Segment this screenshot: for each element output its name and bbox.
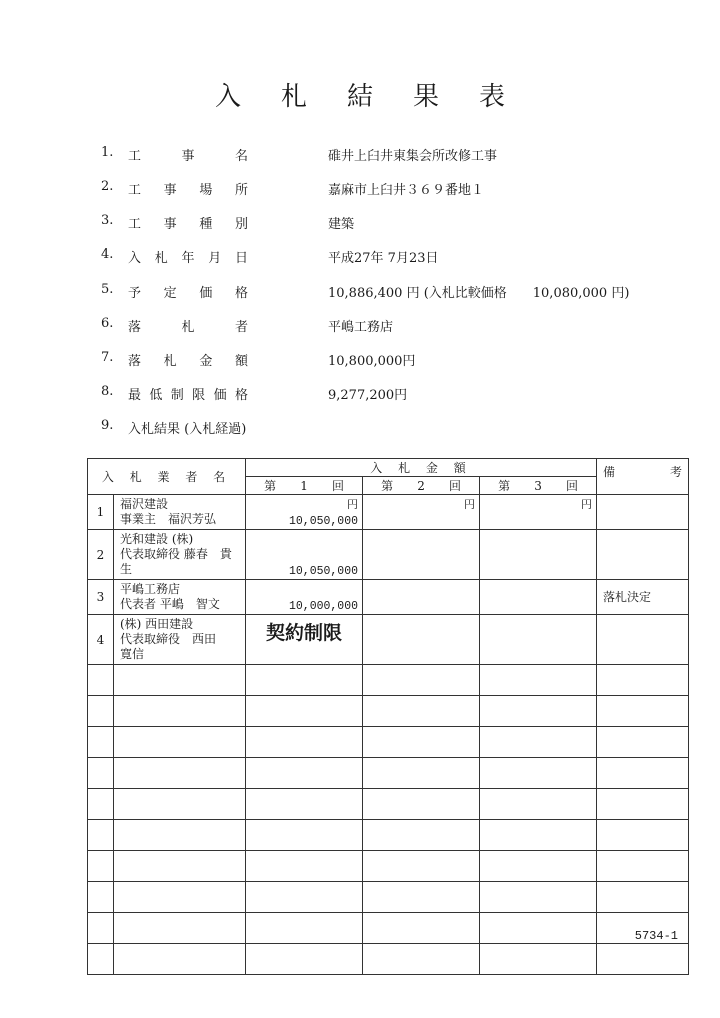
table-row (88, 530, 689, 580)
empty-cell (246, 758, 363, 789)
empty-cell (480, 913, 597, 944)
info-row (0, 282, 720, 306)
empty-cell (246, 944, 363, 975)
empty-cell (88, 665, 114, 696)
empty-cell (88, 851, 114, 882)
info-label: 工 事 場 所 (128, 183, 248, 198)
empty-cell (114, 820, 246, 851)
yen-unit: 円 (581, 498, 593, 511)
bid-amount-cell (246, 615, 363, 665)
remark-cell (597, 530, 689, 580)
info-row (0, 350, 720, 374)
info-number: 2. (101, 179, 114, 194)
info-number: 6. (101, 316, 114, 331)
info-value: 建築 (328, 217, 355, 232)
info-number: 3. (101, 213, 114, 228)
info-value: 平成27年 7月23日 (328, 251, 439, 266)
empty-cell (597, 789, 689, 820)
empty-cell (88, 820, 114, 851)
empty-cell (363, 820, 480, 851)
empty-cell (597, 758, 689, 789)
info-value: 9,277,200円 (328, 388, 408, 403)
bid-amount-cell (363, 530, 480, 580)
empty-table-row (88, 851, 689, 882)
empty-cell (88, 758, 114, 789)
bid-amount-cell (246, 495, 363, 530)
info-label: 最 低 制 限 価 格 (128, 388, 248, 403)
empty-cell (480, 665, 597, 696)
info-label: 予 定 価 格 (128, 286, 248, 301)
info-value: 平嶋工務店 (328, 320, 394, 335)
bidder-name-header: 入 札 業 者 名 (88, 459, 246, 495)
info-value: 10,886,400 円 (入札比較価格 10,080,000 円) (328, 286, 630, 301)
title-char: 表 (478, 82, 505, 112)
bid-amount-cell (363, 580, 480, 615)
empty-cell (597, 851, 689, 882)
table-row (88, 495, 689, 530)
table-row (88, 615, 689, 665)
round-1-header: 第 1 回 (246, 477, 363, 495)
bid-amount: 10,050,000 (289, 515, 359, 528)
bidder-cell (114, 615, 246, 665)
info-number: 1. (101, 145, 114, 160)
bidder-cell (114, 495, 246, 530)
empty-cell (114, 913, 246, 944)
representative-name: 代表取締役 西田 寛信 (120, 632, 229, 661)
bid-amount-cell (480, 580, 597, 615)
table-row (88, 580, 689, 615)
empty-cell (114, 665, 246, 696)
empty-cell (114, 727, 246, 758)
page-title (0, 76, 720, 113)
empty-cell (114, 696, 246, 727)
empty-table-row (88, 820, 689, 851)
empty-cell (480, 789, 597, 820)
title-char: 結 (346, 82, 373, 112)
bid-amount-cell (480, 530, 597, 580)
representative-name: 代表者 平嶋 智文 (120, 597, 220, 611)
info-row (0, 213, 720, 237)
bid-amount-cell (246, 580, 363, 615)
company-name: 光和建設 (株) (120, 532, 194, 546)
empty-table-row (88, 696, 689, 727)
empty-table-row (88, 665, 689, 696)
round-2-header: 第 2 回 (363, 477, 480, 495)
empty-cell (114, 944, 246, 975)
empty-table-row (88, 789, 689, 820)
empty-cell (480, 882, 597, 913)
empty-cell (597, 944, 689, 975)
bid-amount-header: 入 札 金 額 (246, 459, 597, 477)
empty-table-row (88, 944, 689, 975)
empty-cell (246, 851, 363, 882)
empty-cell (246, 789, 363, 820)
info-number: 5. (101, 282, 114, 297)
representative-name: 事業主 福沢芳弘 (120, 512, 217, 526)
empty-cell (597, 882, 689, 913)
empty-cell (480, 727, 597, 758)
info-row (0, 247, 720, 271)
info-label: 入札結果 (入札経過) (128, 422, 247, 437)
empty-cell (246, 882, 363, 913)
empty-cell (597, 820, 689, 851)
empty-cell (88, 882, 114, 913)
empty-table-row (88, 913, 689, 944)
empty-cell (363, 789, 480, 820)
bid-amount: 10,050,000 (289, 565, 359, 578)
bid-amount-cell (480, 495, 597, 530)
bid-amount-cell (363, 495, 480, 530)
empty-cell (480, 820, 597, 851)
info-value: 碓井上臼井東集会所改修工事 (328, 149, 498, 164)
empty-table-row (88, 727, 689, 758)
empty-table-row (88, 758, 689, 789)
info-row (0, 418, 720, 442)
empty-cell (246, 696, 363, 727)
empty-cell (597, 665, 689, 696)
empty-cell (114, 882, 246, 913)
round-3-header: 第 3 回 (480, 477, 597, 495)
empty-cell (480, 758, 597, 789)
row-number: 3 (88, 580, 114, 615)
info-number: 7. (101, 350, 114, 365)
empty-cell (246, 913, 363, 944)
info-number: 9. (101, 418, 114, 433)
remark-cell: 落札決定 (597, 580, 689, 615)
empty-cell (363, 882, 480, 913)
row-number: 4 (88, 615, 114, 665)
contract-restriction-note: 契約制限 (266, 622, 343, 644)
row-number: 1 (88, 495, 114, 530)
empty-cell (480, 696, 597, 727)
empty-cell (480, 944, 597, 975)
info-label: 落 札 金 額 (128, 354, 248, 369)
info-value: 嘉麻市上臼井３６９番地１ (328, 183, 485, 198)
empty-cell (363, 758, 480, 789)
info-row (0, 316, 720, 340)
info-value: 10,800,000円 (328, 354, 416, 369)
bid-amount-cell (480, 615, 597, 665)
title-char: 札 (280, 82, 307, 112)
info-label: 落 札 者 (128, 320, 248, 335)
yen-unit: 円 (347, 498, 359, 511)
bidder-cell (114, 530, 246, 580)
empty-cell (246, 665, 363, 696)
empty-cell (88, 727, 114, 758)
info-row (0, 179, 720, 203)
bid-amount-cell (246, 530, 363, 580)
empty-cell (597, 696, 689, 727)
info-label: 工 事 名 (128, 149, 248, 164)
empty-cell (597, 727, 689, 758)
yen-unit: 円 (464, 498, 476, 511)
empty-cell (246, 727, 363, 758)
empty-table-row (88, 882, 689, 913)
empty-cell (363, 665, 480, 696)
bid-amount-cell (363, 615, 480, 665)
title-char: 入 (214, 82, 241, 112)
empty-cell (88, 696, 114, 727)
representative-name: 代表取締役 藤春 貴生 (120, 547, 232, 576)
remark-cell (597, 615, 689, 665)
company-name: 福沢建設 (120, 497, 169, 511)
bid-results-table (87, 458, 689, 975)
info-row (0, 145, 720, 169)
remarks-header: 備 考 (597, 459, 689, 495)
row-number: 2 (88, 530, 114, 580)
info-label: 入 札 年 月 日 (128, 251, 248, 266)
empty-cell (363, 727, 480, 758)
empty-cell (88, 944, 114, 975)
empty-cell (363, 696, 480, 727)
empty-cell (88, 789, 114, 820)
remark-cell (597, 495, 689, 530)
empty-cell (480, 851, 597, 882)
empty-cell (363, 944, 480, 975)
document-number: 5734-1 (634, 929, 678, 943)
bidder-cell (114, 580, 246, 615)
empty-cell (363, 913, 480, 944)
empty-cell (88, 913, 114, 944)
bid-amount: 10,000,000 (289, 600, 359, 613)
company-name: (株) 西田建設 (120, 617, 194, 631)
empty-cell (114, 851, 246, 882)
info-number: 4. (101, 247, 114, 262)
info-label: 工 事 種 別 (128, 217, 248, 232)
info-row (0, 384, 720, 408)
empty-cell (246, 820, 363, 851)
company-name: 平嶋工務店 (120, 582, 181, 596)
title-char: 果 (412, 82, 439, 112)
empty-cell (363, 851, 480, 882)
info-number: 8. (101, 384, 114, 399)
empty-cell (114, 789, 246, 820)
empty-cell (114, 758, 246, 789)
